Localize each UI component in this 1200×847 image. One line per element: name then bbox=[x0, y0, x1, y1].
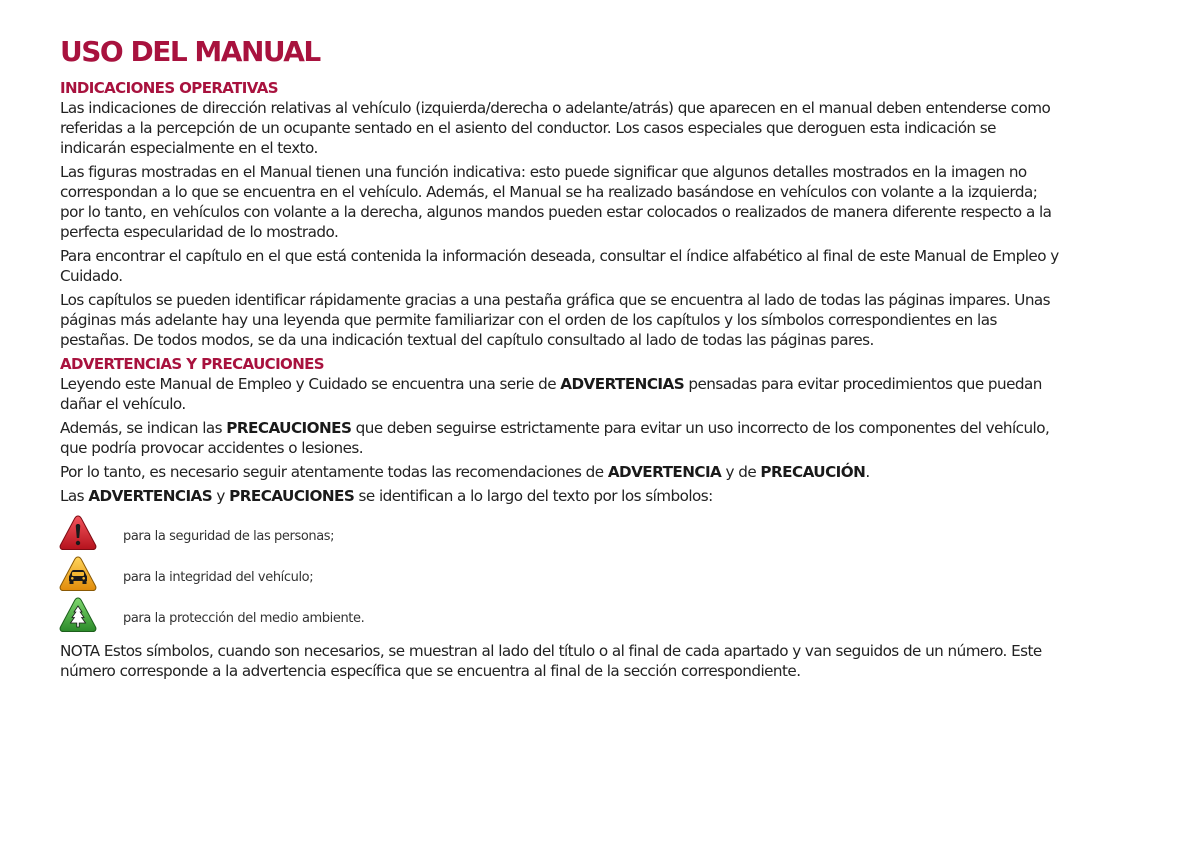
text-span: Por lo tanto, es necesario seguir atentamente todas las recomendaciones de bbox=[60, 463, 608, 481]
car-warning-icon bbox=[58, 555, 98, 593]
text-span: y bbox=[212, 487, 230, 505]
text-span: pensadas para evitar procedimientos que puedan dañar el vehículo. bbox=[60, 375, 1042, 413]
tree-warning-icon bbox=[58, 596, 98, 634]
paragraph-precauciones bbox=[60, 418, 1060, 458]
exclamation-warning-icon bbox=[58, 514, 98, 552]
symbol-label-ambiente: para la protección del medio ambiente. bbox=[123, 611, 365, 626]
page-title: USO DEL MANUAL bbox=[60, 35, 320, 68]
text-span: Las bbox=[60, 487, 89, 505]
paragraph-figuras: Las figuras mostradas en el Manual tienen una función indicativa: esto puede significar que algunos detalles mostrados en la imagen no correspondan a lo que se encuentra en el vehículo. Además, el Manual se ha realizado basándose en vehículos con volante a la izquierda; por lo tanto, en vehículos con volante a la derecha, algunos mandos pueden estar colocados o realizados de manera diferente respecto a la perfecta especularidad de lo mostrado. bbox=[60, 163, 1052, 241]
bold-term: PRECAUCIÓN bbox=[760, 463, 866, 481]
bold-term: ADVERTENCIA bbox=[607, 463, 722, 481]
symbol-row-vehiculo bbox=[58, 553, 1060, 594]
paragraph-advertencias bbox=[60, 374, 1060, 414]
symbol-row-personas bbox=[58, 512, 1060, 553]
paragraph-simbolos-intro bbox=[60, 486, 1060, 506]
manual-page bbox=[60, 34, 1060, 685]
symbol-label-personas: para la seguridad de las personas; bbox=[123, 529, 335, 544]
symbol-row-ambiente bbox=[58, 594, 1060, 635]
symbols-list bbox=[58, 512, 1060, 635]
bold-term: PRECAUCIONES bbox=[229, 487, 355, 505]
bold-term: ADVERTENCIAS bbox=[88, 487, 213, 505]
text-span: . bbox=[865, 463, 870, 481]
bold-term: ADVERTENCIAS bbox=[560, 375, 685, 393]
bold-term: PRECAUCIONES bbox=[226, 419, 352, 437]
paragraph-indice: Para encontrar el capítulo en el que está contenida la información deseada, consultar el índice alfabético al final de este Manual de Empleo y Cuidado. bbox=[60, 247, 1059, 285]
paragraph-direcciones: Las indicaciones de dirección relativas al vehículo (izquierda/derecha o adelante/atrás) que aparecen en el manual deben entenderse como referidas a la percepción de un ocupante sentado en el asiento del conductor. Los casos especiales que deroguen esta indicación se indicarán especialmente en el texto. bbox=[60, 99, 1051, 157]
paragraph-pestanas: Los capítulos se pueden identificar rápidamente gracias a una pestaña gráfica que se encuentra al lado de todas las páginas impares. Unas páginas más adelante hay una leyenda que permite familiarizar con el orden de los capítulos y los símbolos correspondientes en las pestañas. De todos modos, se da una indicación textual del capítulo consultado al lado de todas las páginas pares. bbox=[60, 291, 1051, 349]
symbol-label-vehiculo: para la integridad del vehículo; bbox=[123, 570, 314, 585]
section-heading-advertencias: ADVERTENCIAS Y PRECAUCIONES bbox=[60, 355, 325, 373]
text-span: Además, se indican las bbox=[60, 419, 227, 437]
paragraph-nota: NOTA Estos símbolos, cuando son necesarios, se muestran al lado del título o al final de cada apartado y van seguidos de un número. Este número corresponde a la advertencia específica que se encuentra al final de la sección correspondiente. bbox=[60, 642, 1042, 680]
section-heading-operativas: INDICACIONES OPERATIVAS bbox=[60, 79, 278, 97]
text-span: que deben seguirse estrictamente para evitar un uso incorrecto de los componentes del vehículo, que podría provocar accidentes o lesiones. bbox=[60, 419, 1050, 457]
text-span: Leyendo este Manual de Empleo y Cuidado se encuentra una serie de bbox=[60, 375, 561, 393]
paragraph-recomendaciones bbox=[60, 462, 1060, 482]
text-span: se identifican a lo largo del texto por los símbolos: bbox=[354, 487, 713, 505]
text-span: y de bbox=[721, 463, 761, 481]
